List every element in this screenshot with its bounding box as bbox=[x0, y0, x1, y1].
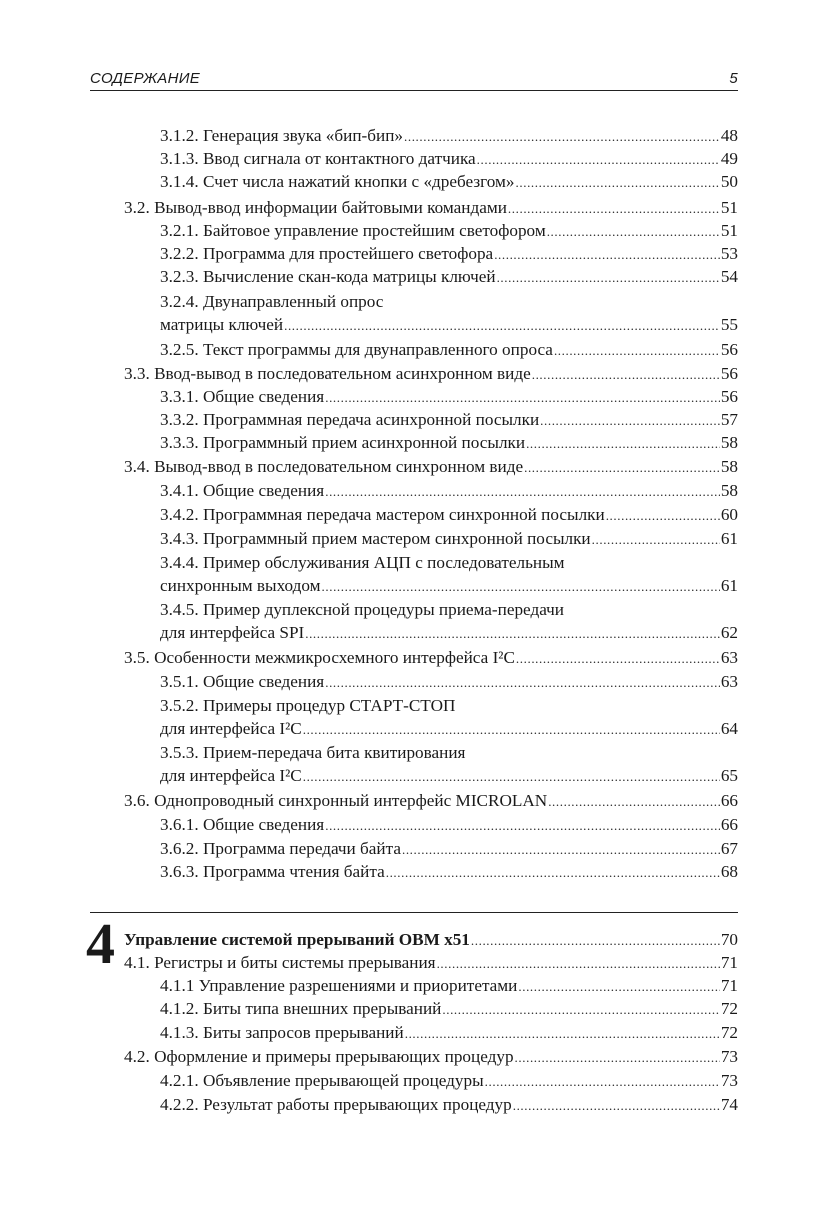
toc-entry-3-2-4-line1: 3.2.4. Двунаправленный опрос bbox=[160, 292, 384, 311]
leader-dots bbox=[325, 814, 720, 837]
toc-entry-3-5-2-line1: 3.5.2. Примеры процедур СТАРТ-СТОП bbox=[160, 696, 456, 715]
toc-entry-page: 49 bbox=[720, 149, 738, 168]
header-page-number: 5 bbox=[729, 70, 738, 87]
toc-entry-label: 3.3.1. Общие сведения bbox=[160, 387, 325, 406]
toc-entry-3-1-3[interactable] bbox=[160, 147, 738, 170]
toc-entry-label: 3.2.3. Вычисление скан-кода матрицы ключей bbox=[160, 267, 496, 286]
toc-entry-page: 56 bbox=[720, 364, 738, 383]
toc-entry-page: 72 bbox=[720, 999, 738, 1018]
toc-entry-page: 63 bbox=[720, 648, 738, 667]
leader-dots bbox=[303, 765, 720, 788]
leader-dots bbox=[518, 975, 719, 998]
toc-entry-label: 3.4.1. Общие сведения bbox=[160, 481, 325, 500]
leader-dots bbox=[592, 528, 720, 551]
chapter-divider bbox=[90, 912, 738, 913]
toc-entry-3-3-1[interactable] bbox=[160, 385, 738, 408]
toc-entry-page: 74 bbox=[720, 1095, 738, 1114]
toc-entry-3-4-2[interactable] bbox=[160, 503, 738, 526]
leader-dots bbox=[405, 1022, 720, 1045]
leader-dots bbox=[305, 622, 720, 645]
toc-entry-3-6-1[interactable] bbox=[160, 813, 738, 836]
toc-entry-page: 55 bbox=[720, 315, 738, 334]
toc-entry-label: 3.6. Однопроводный синхронный интерфейс MICROLAN bbox=[124, 791, 548, 810]
toc-entry-label: 4.2.2. Результат работы прерывающих процедур bbox=[160, 1095, 512, 1114]
toc-entry-3-2-1[interactable] bbox=[160, 219, 738, 242]
toc-entry-3-6-3[interactable] bbox=[160, 860, 738, 883]
toc-entry-label: 4.1.2. Биты типа внешних прерываний bbox=[160, 999, 442, 1018]
toc-entry-3-4-5-line1: 3.4.5. Пример дуплексной процедуры приема-передачи bbox=[160, 600, 564, 619]
leader-dots bbox=[532, 363, 720, 386]
toc-entry-3-4-1[interactable] bbox=[160, 479, 738, 502]
toc-entry-page: 57 bbox=[720, 410, 738, 429]
leader-dots bbox=[284, 314, 720, 337]
toc-entry-page: 66 bbox=[720, 815, 738, 834]
toc-entry-page: 58 bbox=[720, 433, 738, 452]
toc-entry-page: 51 bbox=[720, 221, 738, 240]
toc-entry-label: 3.3.2. Программная передача асинхронной посылки bbox=[160, 410, 540, 429]
toc-entry-3-5-1[interactable] bbox=[160, 670, 738, 693]
toc-entry-label: 4.2.1. Объявление прерывающей процедуры bbox=[160, 1071, 484, 1090]
toc-entry-label: 3.4. Вывод-ввод в последовательном синхронном виде bbox=[124, 457, 524, 476]
toc-entry-page: 73 bbox=[720, 1071, 738, 1090]
leader-dots bbox=[516, 171, 720, 194]
toc-entry-page: 58 bbox=[720, 457, 738, 476]
toc-entry-3-2-2[interactable] bbox=[160, 242, 738, 265]
toc-entry-4-2[interactable] bbox=[124, 1045, 738, 1068]
toc-entry-label: 4.1.1 Управление разрешениями и приоритетами bbox=[160, 976, 518, 995]
toc-entry-3-3-2[interactable] bbox=[160, 408, 738, 431]
toc-entry-label: 3.1.2. Генерация звука «бип-бип» bbox=[160, 126, 403, 145]
leader-dots bbox=[524, 456, 720, 479]
toc-entry-label: 3.6.3. Программа чтения байта bbox=[160, 862, 385, 881]
leader-dots bbox=[325, 480, 720, 503]
running-header bbox=[90, 68, 738, 91]
toc-entry-label: 3.6.1. Общие сведения bbox=[160, 815, 325, 834]
toc-entry-page: 51 bbox=[720, 198, 738, 217]
toc-entry-3-1-4[interactable] bbox=[160, 170, 738, 193]
leader-dots bbox=[515, 1046, 720, 1069]
leader-dots bbox=[402, 838, 720, 861]
toc-entry-label: 3.2. Вывод-ввод информации байтовыми командами bbox=[124, 198, 507, 217]
toc-entry-3-1-2[interactable] bbox=[160, 124, 738, 147]
toc-entry-page: 61 bbox=[720, 529, 738, 548]
toc-entry-4-2-1[interactable] bbox=[160, 1069, 738, 1092]
toc-entry-label: 3.5. Особенности межмикросхемного интерфейса I²C bbox=[124, 648, 515, 667]
toc-entry-3-4-4[interactable] bbox=[160, 574, 738, 597]
leader-dots bbox=[526, 432, 720, 455]
leader-dots bbox=[477, 148, 720, 171]
leader-dots bbox=[540, 409, 720, 432]
toc-entry-page: 58 bbox=[720, 481, 738, 500]
leader-dots bbox=[497, 266, 720, 289]
toc-entry-page: 67 bbox=[720, 839, 738, 858]
toc-entry-page: 64 bbox=[720, 719, 738, 738]
leader-dots bbox=[322, 575, 720, 598]
toc-entry-3-4-5[interactable] bbox=[160, 621, 738, 644]
toc-entry-3-3-3[interactable] bbox=[160, 431, 738, 454]
chapter-number: 4 bbox=[86, 911, 115, 976]
toc-entry-label: 3.1.4. Счет числа нажатий кнопки с «дребезгом» bbox=[160, 172, 515, 191]
toc-entry-label: 3.2.2. Программа для простейшего светофора bbox=[160, 244, 494, 263]
toc-entry-label: для интерфейса I²C bbox=[160, 766, 302, 785]
leader-dots bbox=[508, 197, 720, 220]
toc-entry-label: для интерфейса SPI bbox=[160, 623, 305, 642]
toc-entry-page: 62 bbox=[720, 623, 738, 642]
toc-entry-label: 4.1. Регистры и биты системы прерывания bbox=[124, 953, 436, 972]
toc-entry-4-1-1[interactable] bbox=[160, 974, 738, 997]
toc-entry-page: 54 bbox=[720, 267, 738, 286]
leader-dots bbox=[606, 504, 720, 527]
toc-entry-3-5[interactable] bbox=[124, 646, 738, 669]
toc-entry-page: 61 bbox=[720, 576, 738, 595]
leader-dots bbox=[485, 1070, 720, 1093]
toc-entry-3-2-4[interactable] bbox=[160, 313, 738, 336]
toc-entry-page: 48 bbox=[720, 126, 738, 145]
leader-dots bbox=[513, 1094, 720, 1117]
toc-entry-page: 56 bbox=[720, 387, 738, 406]
toc-entry-label: 3.1.3. Ввод сигнала от контактного датчика bbox=[160, 149, 476, 168]
leader-dots bbox=[494, 243, 720, 266]
leader-dots bbox=[325, 386, 720, 409]
toc-entry-label: матрицы ключей bbox=[160, 315, 284, 334]
toc-entry-4-1-3[interactable] bbox=[160, 1021, 738, 1044]
toc-entry-4-1-2[interactable] bbox=[160, 997, 738, 1020]
toc-entry-label: 3.3. Ввод-вывод в последовательном асинхронном виде bbox=[124, 364, 531, 383]
leader-dots bbox=[471, 929, 720, 952]
toc-entry-page: 56 bbox=[720, 340, 738, 359]
leader-dots bbox=[554, 339, 720, 362]
leader-dots bbox=[442, 998, 719, 1021]
leader-dots bbox=[325, 671, 720, 694]
toc-entry-page: 71 bbox=[720, 976, 738, 995]
toc-entry-label: 4.2. Оформление и примеры прерывающих процедур bbox=[124, 1047, 514, 1066]
toc-entry-page: 60 bbox=[720, 505, 738, 524]
toc-entry-3-4[interactable] bbox=[124, 455, 738, 478]
toc-entry-label: 3.2.5. Текст программы для двунаправленного опроса bbox=[160, 340, 553, 359]
toc-entry-3-3[interactable] bbox=[124, 362, 738, 385]
toc-entry-3-2-3[interactable] bbox=[160, 265, 738, 288]
leader-dots bbox=[386, 861, 720, 884]
leader-dots bbox=[303, 718, 720, 741]
toc-entry-3-5-3[interactable] bbox=[160, 764, 738, 787]
toc-entry-page: 72 bbox=[720, 1023, 738, 1042]
toc-entry-label: 3.4.2. Программная передача мастером синхронной посылки bbox=[160, 505, 605, 524]
leader-dots bbox=[547, 220, 720, 243]
toc-entry-page: 66 bbox=[720, 791, 738, 810]
toc-entry-page: 70 bbox=[720, 930, 738, 949]
toc-entry-label: 3.5.1. Общие сведения bbox=[160, 672, 325, 691]
toc-entry-label: для интерфейса I²C bbox=[160, 719, 302, 738]
toc-entry-label: 3.3.3. Программный прием асинхронной посылки bbox=[160, 433, 526, 452]
leader-dots bbox=[516, 647, 720, 670]
toc-entry-label: 3.6.2. Программа передачи байта bbox=[160, 839, 401, 858]
header-title: СОДЕРЖАНИЕ bbox=[90, 70, 201, 87]
toc-entry-3-2-5[interactable] bbox=[160, 338, 738, 361]
toc-entry-3-2[interactable] bbox=[124, 196, 738, 219]
toc-entry-label: 3.4.3. Программный прием мастером синхронной посылки bbox=[160, 529, 591, 548]
leader-dots bbox=[404, 125, 720, 148]
toc-entry-label: 3.2.1. Байтовое управление простейшим светофором bbox=[160, 221, 546, 240]
toc-entry-label: синхронным выходом bbox=[160, 576, 321, 595]
toc-entry-page: 50 bbox=[720, 172, 738, 191]
toc-entry-label: 4.1.3. Биты запросов прерываний bbox=[160, 1023, 404, 1042]
toc-entry-3-6-2[interactable] bbox=[160, 837, 738, 860]
toc-entry-label: Управление системой прерываний OBM x51 bbox=[124, 930, 470, 949]
leader-dots bbox=[437, 952, 720, 975]
toc-entry-3-4-4-line1: 3.4.4. Пример обслуживания АЦП с последовательным bbox=[160, 553, 565, 572]
toc-entry-page: 53 bbox=[720, 244, 738, 263]
toc-entry-3-5-2[interactable] bbox=[160, 717, 738, 740]
toc-entry-4-1[interactable] bbox=[124, 951, 738, 974]
toc-chapter-4-title[interactable] bbox=[124, 928, 738, 951]
toc-entry-4-2-2[interactable] bbox=[160, 1093, 738, 1116]
toc-entry-page: 68 bbox=[720, 862, 738, 881]
toc-entry-3-6[interactable] bbox=[124, 789, 738, 812]
toc-entry-3-4-3[interactable] bbox=[160, 527, 738, 550]
toc-entry-page: 65 bbox=[720, 766, 738, 785]
toc-entry-page: 73 bbox=[720, 1047, 738, 1066]
toc-entry-3-5-3-line1: 3.5.3. Прием-передача бита квитирования bbox=[160, 743, 466, 762]
toc-entry-page: 63 bbox=[720, 672, 738, 691]
toc-entry-page: 71 bbox=[720, 953, 738, 972]
leader-dots bbox=[548, 790, 720, 813]
